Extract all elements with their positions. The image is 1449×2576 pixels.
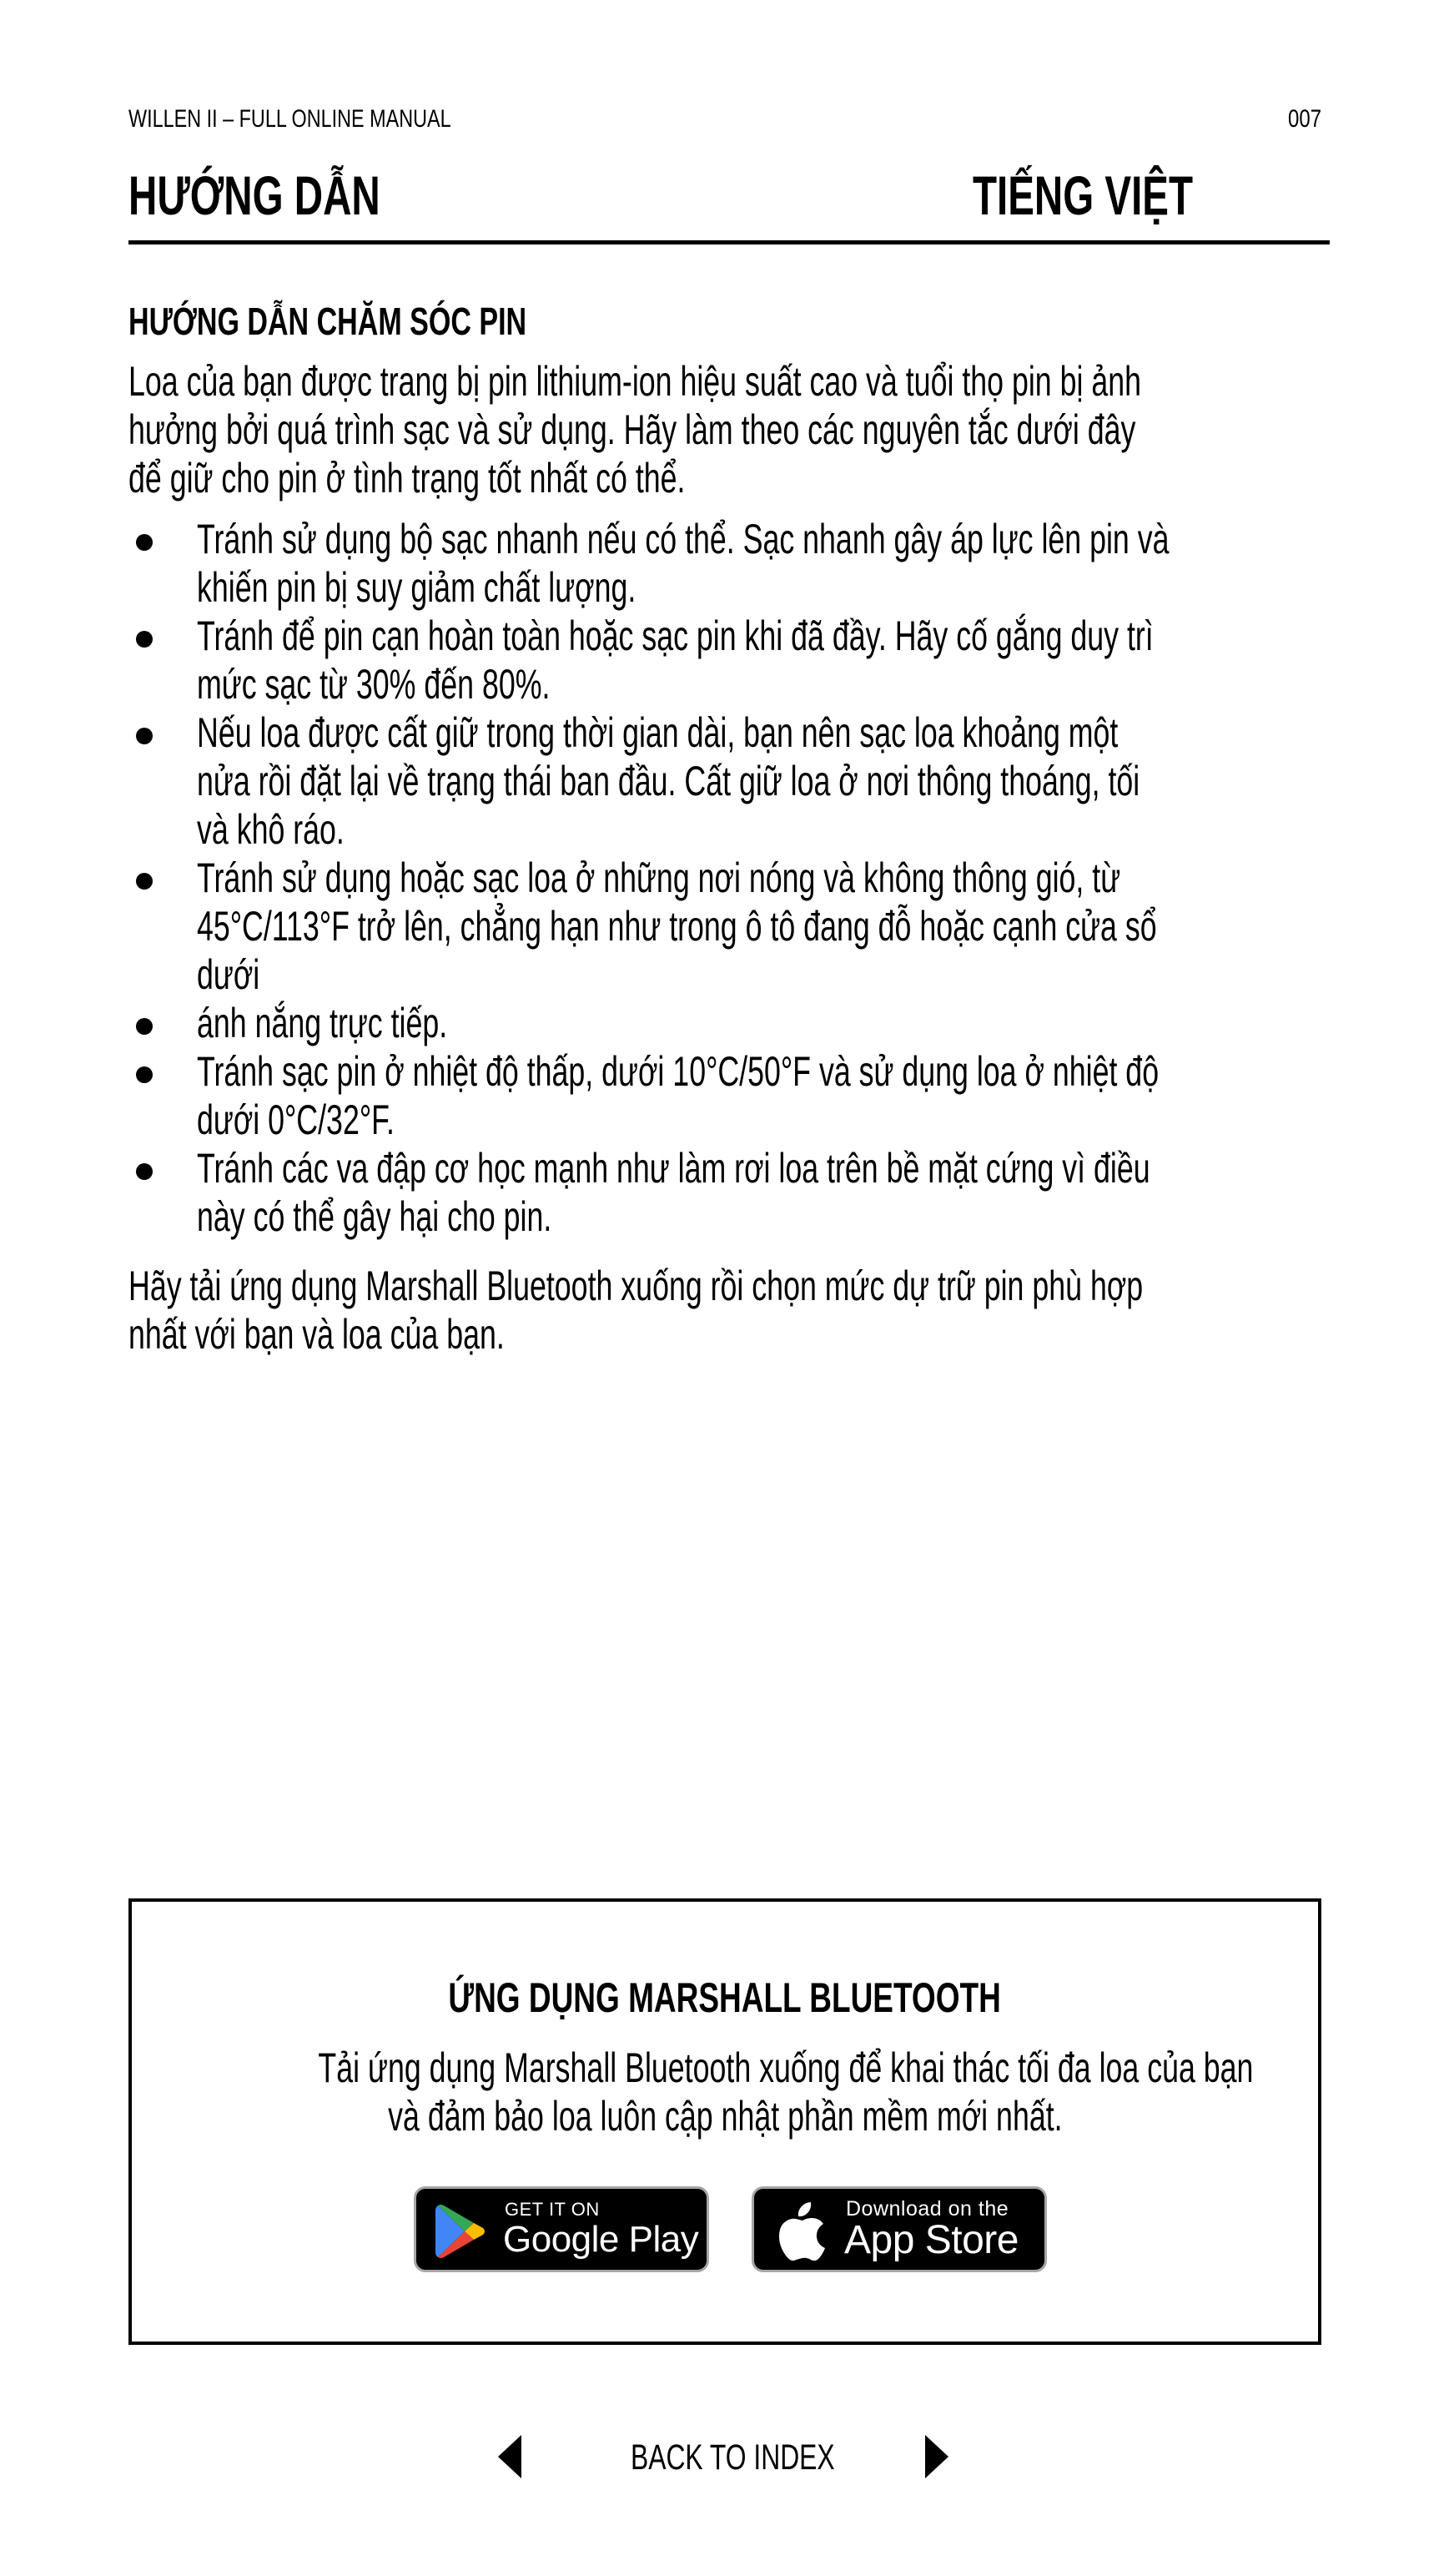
page-number: 007 [1287,105,1321,133]
list-item [128,1144,1449,1241]
list-item-line: 45°C/113°F trở lên, chẳng hạn như trong ô tô đang đỗ hoặc cạnh cửa sổ [197,903,1157,950]
bullet-icon [136,873,153,890]
google-play-icon [435,2202,488,2261]
battery-care-list [128,515,1449,1241]
list-item-line: mức sạc từ 30% đến 80%. [197,661,551,708]
app-promo-desc-line: Tải ứng dụng Marshall Bluetooth xuống để khai thác tối đa loa của bạn [318,2044,1254,2091]
list-item-line: Tránh sạc pin ở nhiệt độ thấp, dưới 10°C/50°F và sử dụng loa ở nhiệt độ [197,1048,1160,1095]
bullet-icon [136,631,153,648]
app-store-badge[interactable] [752,2186,1047,2272]
app-promo-title-text: ỨNG DỤNG MARSHALL BLUETOOTH [448,1974,1002,2021]
intro-line: hưởng bởi quá trình sạc và sử dụng. Hãy làm theo các nguyên tắc dưới đây [128,406,1136,453]
bullet-icon [136,1066,153,1083]
list-item-line: ánh nắng trực tiếp. [197,1000,448,1046]
battery-care-closing [128,1262,1449,1359]
bullet-icon [136,534,153,551]
triangle-right-icon[interactable] [922,2435,952,2478]
closing-line: nhất với bạn và loa của bạn. [128,1311,505,1358]
app-promo-description [132,2044,1318,2140]
app-promo-desc-line: và đảm bảo loa luôn cập nhật phần mềm mới nhất. [387,2093,1063,2140]
app-store-big-text: App Store [844,2218,1019,2262]
closing-line: Hãy tải ứng dụng Marshall Bluetooth xuống rồi chọn mức dự trữ pin phù hợp [128,1263,1144,1309]
list-item [128,708,1449,854]
intro-line: Loa của bạn được trang bị pin lithium-ion hiệu suất cao và tuổi thọ pin bị ảnh [128,358,1142,405]
apple-icon [777,2200,828,2261]
google-play-big-text: Google Play [503,2219,699,2260]
google-play-small-text: GET IT ON [505,2199,600,2220]
list-item-line: dưới 0°C/32°F. [197,1096,395,1143]
list-item-line: Tránh các va đập cơ học mạnh như làm rơi loa trên bề mặt cứng vì điều [197,1145,1150,1192]
back-to-index-link[interactable]: BACK TO INDEX [631,2437,835,2478]
triangle-left-icon[interactable] [496,2435,526,2478]
bullet-icon [136,728,153,744]
list-item [128,612,1449,708]
list-item-line: và khô ráo. [197,806,345,853]
list-item-line: này có thể gây hại cho pin. [197,1193,552,1240]
list-item [128,854,1449,999]
list-item [128,1047,1449,1144]
bullet-icon [136,1163,153,1180]
intro-line: để giữ cho pin ở tình trạng tốt nhất có thể. [128,455,686,502]
list-item-line: nửa rồi đặt lại về trạng thái ban đầu. Cất giữ loa ở nơi thông thoáng, tối [197,758,1140,804]
app-store-small-text: Download on the [846,2197,1009,2221]
list-item [128,999,1449,1047]
app-promo-title [132,1974,1318,2022]
list-item [128,515,1449,612]
list-item-line: Nếu loa được cất giữ trong thời gian dài, bạn nên sạc loa khoảng một [197,709,1119,756]
language-label: TIẾNG VIỆT [973,164,1194,226]
header-divider [128,240,1330,244]
list-item-line: Tránh để pin cạn hoàn toàn hoặc sạc pin khi đã đầy. Hãy cố gắng duy trì [197,612,1154,659]
google-play-badge[interactable] [414,2186,709,2272]
battery-care-intro [128,357,1449,502]
section-title: HƯỚNG DẪN [128,164,380,226]
list-item-line: Tránh sử dụng bộ sạc nhanh nếu có thể. Sạc nhanh gây áp lực lên pin và [197,516,1170,562]
section-header [128,164,1321,247]
battery-care-heading: HƯỚNG DẪN CHĂM SÓC PIN [128,300,527,343]
manual-title: WILLEN II – FULL ONLINE MANUAL [128,105,451,133]
page-navigation [0,2435,1449,2493]
marshall-app-promo-box [128,1898,1321,2345]
list-item-line: khiến pin bị suy giảm chất lượng. [197,564,636,611]
bullet-icon [136,1018,153,1035]
list-item-line: Tránh sử dụng hoặc sạc loa ở những nơi nóng và không thông gió, từ [197,854,1121,901]
page-meta-bar [128,105,1321,139]
list-item-line: dưới [197,951,260,998]
